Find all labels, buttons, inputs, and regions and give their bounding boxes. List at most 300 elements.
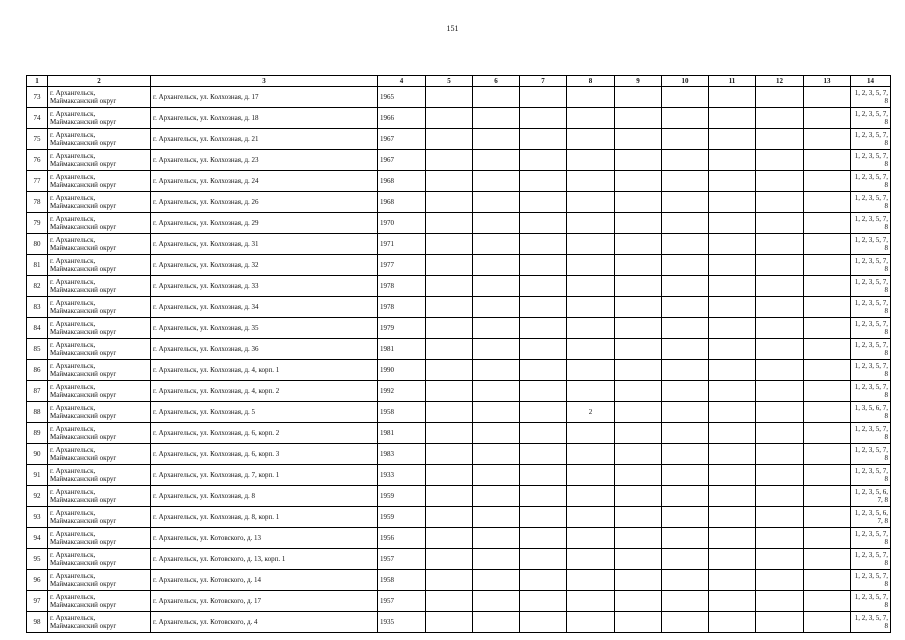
year-cell: 1966 [378,108,426,129]
address-cell: г. Архангельск, ул. Котовского, д. 13 [151,528,378,549]
table-row [27,318,891,339]
col-13-cell [804,192,851,213]
row-number-cell: 97 [27,591,48,612]
row-number-cell: 84 [27,318,48,339]
col-8-cell: 2 [567,402,615,423]
codes-cell: 1, 2, 3, 5, 7, 8 [851,360,891,381]
col-7-cell [520,297,567,318]
column-header-4: 4 [378,76,426,87]
codes-cell: 1, 2, 3, 5, 7, 8 [851,339,891,360]
col-8-cell [567,444,615,465]
address-cell: г. Архангельск, ул. Колхозная, д. 8, корп. 1 [151,507,378,528]
codes-cell: 1, 2, 3, 5, 7, 8 [851,549,891,570]
col-6-cell [473,171,520,192]
col-6-cell [473,297,520,318]
col-11-cell [709,549,756,570]
col-13-cell [804,465,851,486]
table-row [27,465,891,486]
address-cell: г. Архангельск, ул. Колхозная, д. 29 [151,213,378,234]
col-12-cell [756,297,804,318]
col-13-cell [804,507,851,528]
col-6-cell [473,318,520,339]
row-number-cell: 75 [27,129,48,150]
col-7-cell [520,528,567,549]
year-cell: 1957 [378,549,426,570]
col-12-cell [756,171,804,192]
col-7-cell [520,255,567,276]
codes-cell: 1, 3, 5, 6, 7, 8 [851,402,891,423]
district-cell: г. Архангельск, Маймаксанский округ [48,87,151,108]
table-row [27,423,891,444]
codes-cell: 1, 2, 3, 5, 7, 8 [851,213,891,234]
table-row [27,255,891,276]
column-header-13: 13 [804,76,851,87]
col-7-cell [520,234,567,255]
row-number-cell: 81 [27,255,48,276]
row-number-cell: 80 [27,234,48,255]
address-cell: г. Архангельск, ул. Колхозная, д. 26 [151,192,378,213]
col-11-cell [709,360,756,381]
year-cell: 1956 [378,528,426,549]
col-12-cell [756,234,804,255]
col-8-cell [567,570,615,591]
col-11-cell [709,381,756,402]
col-11-cell [709,276,756,297]
col-10-cell [662,570,709,591]
col-9-cell [615,381,662,402]
column-header-5: 5 [426,76,473,87]
col-12-cell [756,360,804,381]
col-6-cell [473,213,520,234]
col-6-cell [473,87,520,108]
row-number-cell: 87 [27,381,48,402]
col-10-cell [662,465,709,486]
row-number-cell: 94 [27,528,48,549]
district-cell: г. Архангельск, Маймаксанский округ [48,402,151,423]
col-9-cell [615,108,662,129]
address-cell: г. Архангельск, ул. Колхозная, д. 4, корп. 1 [151,360,378,381]
col-8-cell [567,465,615,486]
address-cell: г. Архангельск, ул. Колхозная, д. 32 [151,255,378,276]
district-cell: г. Архангельск, Маймаксанский округ [48,381,151,402]
col-13-cell [804,528,851,549]
col-11-cell [709,318,756,339]
col-11-cell [709,87,756,108]
codes-cell: 1, 2, 3, 5, 6, 7, 8 [851,507,891,528]
col-6-cell [473,129,520,150]
codes-cell: 1, 2, 3, 5, 7, 8 [851,528,891,549]
col-7-cell [520,612,567,633]
row-number-cell: 82 [27,276,48,297]
codes-cell: 1, 2, 3, 5, 7, 8 [851,570,891,591]
col-10-cell [662,276,709,297]
col-11-cell [709,234,756,255]
district-cell: г. Архангельск, Маймаксанский округ [48,213,151,234]
col-13-cell [804,87,851,108]
col-9-cell [615,444,662,465]
col-10-cell [662,402,709,423]
col-8-cell [567,486,615,507]
table-row [27,360,891,381]
col-9-cell [615,276,662,297]
codes-cell: 1, 2, 3, 5, 7, 8 [851,129,891,150]
col-10-cell [662,150,709,171]
year-cell: 1971 [378,234,426,255]
col-10-cell [662,507,709,528]
district-cell: г. Архангельск, Маймаксанский округ [48,423,151,444]
row-number-cell: 89 [27,423,48,444]
col-11-cell [709,402,756,423]
table-row [27,171,891,192]
col-12-cell [756,612,804,633]
codes-cell: 1, 2, 3, 5, 7, 8 [851,108,891,129]
housing-table [26,75,891,633]
col-7-cell [520,570,567,591]
col-11-cell [709,108,756,129]
col-12-cell [756,381,804,402]
col-9-cell [615,339,662,360]
district-cell: г. Архангельск, Маймаксанский округ [48,528,151,549]
col-11-cell [709,486,756,507]
year-cell: 1959 [378,507,426,528]
col-9-cell [615,402,662,423]
district-cell: г. Архангельск, Маймаксанский округ [48,549,151,570]
col-6-cell [473,465,520,486]
col-10-cell [662,486,709,507]
col-12-cell [756,402,804,423]
col-9-cell [615,360,662,381]
col-13-cell [804,276,851,297]
row-number-cell: 91 [27,465,48,486]
col-8-cell [567,108,615,129]
col-11-cell [709,297,756,318]
address-cell: г. Архангельск, ул. Колхозная, д. 5 [151,402,378,423]
table-row [27,87,891,108]
col-7-cell [520,423,567,444]
codes-cell: 1, 2, 3, 5, 7, 8 [851,276,891,297]
col-6-cell [473,255,520,276]
col-5-cell [426,528,473,549]
codes-cell: 1, 2, 3, 5, 7, 8 [851,150,891,171]
row-number-cell: 79 [27,213,48,234]
col-12-cell [756,87,804,108]
col-10-cell [662,192,709,213]
col-7-cell [520,360,567,381]
table-row [27,297,891,318]
col-5-cell [426,507,473,528]
address-cell: г. Архангельск, ул. Колхозная, д. 6, корп. 3 [151,444,378,465]
col-7-cell [520,465,567,486]
col-9-cell [615,318,662,339]
col-9-cell [615,465,662,486]
table-row [27,192,891,213]
district-cell: г. Архангельск, Маймаксанский округ [48,255,151,276]
col-6-cell [473,570,520,591]
col-11-cell [709,192,756,213]
col-13-cell [804,297,851,318]
district-cell: г. Архангельск, Маймаксанский округ [48,297,151,318]
col-11-cell [709,507,756,528]
address-cell: г. Архангельск, ул. Колхозная, д. 24 [151,171,378,192]
district-cell: г. Архангельск, Маймаксанский округ [48,192,151,213]
col-8-cell [567,276,615,297]
col-12-cell [756,339,804,360]
col-6-cell [473,591,520,612]
year-cell: 1970 [378,213,426,234]
col-11-cell [709,213,756,234]
table-row [27,444,891,465]
col-11-cell [709,444,756,465]
col-11-cell [709,150,756,171]
address-cell: г. Архангельск, ул. Котовского, д. 17 [151,591,378,612]
col-11-cell [709,423,756,444]
codes-cell: 1, 2, 3, 5, 7, 8 [851,423,891,444]
address-cell: г. Архангельск, ул. Колхозная, д. 23 [151,150,378,171]
year-cell: 1978 [378,276,426,297]
col-9-cell [615,213,662,234]
col-10-cell [662,381,709,402]
col-13-cell [804,381,851,402]
col-6-cell [473,549,520,570]
col-7-cell [520,402,567,423]
col-11-cell [709,339,756,360]
col-13-cell [804,444,851,465]
col-5-cell [426,444,473,465]
year-cell: 1992 [378,381,426,402]
col-11-cell [709,570,756,591]
col-7-cell [520,129,567,150]
table-row [27,276,891,297]
col-13-cell [804,486,851,507]
year-cell: 1965 [378,87,426,108]
year-cell: 1983 [378,444,426,465]
col-10-cell [662,129,709,150]
district-cell: г. Архангельск, Маймаксанский округ [48,465,151,486]
col-8-cell [567,87,615,108]
codes-cell: 1, 2, 3, 5, 7, 8 [851,612,891,633]
col-5-cell [426,150,473,171]
district-cell: г. Архангельск, Маймаксанский округ [48,591,151,612]
col-10-cell [662,444,709,465]
col-5-cell [426,360,473,381]
column-header-1: 1 [27,76,48,87]
col-13-cell [804,339,851,360]
col-7-cell [520,486,567,507]
col-5-cell [426,129,473,150]
col-13-cell [804,213,851,234]
col-6-cell [473,507,520,528]
col-9-cell [615,612,662,633]
col-5-cell [426,549,473,570]
col-12-cell [756,444,804,465]
district-cell: г. Архангельск, Маймаксанский округ [48,129,151,150]
year-cell: 1958 [378,402,426,423]
col-5-cell [426,276,473,297]
col-9-cell [615,192,662,213]
year-cell: 1981 [378,423,426,444]
district-cell: г. Архангельск, Маймаксанский округ [48,360,151,381]
col-5-cell [426,108,473,129]
codes-cell: 1, 2, 3, 5, 7, 8 [851,171,891,192]
col-8-cell [567,318,615,339]
col-12-cell [756,213,804,234]
col-7-cell [520,108,567,129]
row-number-cell: 73 [27,87,48,108]
col-10-cell [662,108,709,129]
col-8-cell [567,528,615,549]
codes-cell: 1, 2, 3, 5, 7, 8 [851,591,891,612]
col-6-cell [473,192,520,213]
col-9-cell [615,234,662,255]
table-row [27,339,891,360]
district-cell: г. Архангельск, Маймаксанский округ [48,612,151,633]
codes-cell: 1, 2, 3, 5, 6, 7, 8 [851,486,891,507]
row-number-cell: 76 [27,150,48,171]
column-header-3: 3 [151,76,378,87]
year-cell: 1981 [378,339,426,360]
col-6-cell [473,108,520,129]
col-10-cell [662,360,709,381]
year-cell: 1977 [378,255,426,276]
col-13-cell [804,402,851,423]
col-6-cell [473,486,520,507]
column-header-9: 9 [615,76,662,87]
row-number-cell: 93 [27,507,48,528]
col-5-cell [426,234,473,255]
col-12-cell [756,591,804,612]
col-7-cell [520,150,567,171]
col-10-cell [662,339,709,360]
address-cell: г. Архангельск, ул. Колхозная, д. 36 [151,339,378,360]
row-number-cell: 86 [27,360,48,381]
col-5-cell [426,423,473,444]
col-5-cell [426,591,473,612]
col-11-cell [709,255,756,276]
col-13-cell [804,255,851,276]
col-6-cell [473,339,520,360]
col-12-cell [756,150,804,171]
col-9-cell [615,591,662,612]
district-cell: г. Архангельск, Маймаксанский округ [48,318,151,339]
col-6-cell [473,444,520,465]
col-8-cell [567,549,615,570]
col-5-cell [426,486,473,507]
year-cell: 1968 [378,192,426,213]
col-13-cell [804,570,851,591]
col-5-cell [426,192,473,213]
col-7-cell [520,213,567,234]
col-12-cell [756,549,804,570]
address-cell: г. Архангельск, ул. Котовского, д. 4 [151,612,378,633]
col-11-cell [709,528,756,549]
col-9-cell [615,297,662,318]
col-10-cell [662,255,709,276]
col-8-cell [567,150,615,171]
col-13-cell [804,234,851,255]
address-cell: г. Архангельск, ул. Колхозная, д. 31 [151,234,378,255]
district-cell: г. Архангельск, Маймаксанский округ [48,234,151,255]
table-row [27,150,891,171]
year-cell: 1959 [378,486,426,507]
address-cell: г. Архангельск, ул. Колхозная, д. 7, корп. 1 [151,465,378,486]
codes-cell: 1, 2, 3, 5, 7, 8 [851,444,891,465]
page-number: 151 [446,24,459,33]
col-13-cell [804,318,851,339]
col-7-cell [520,276,567,297]
col-11-cell [709,465,756,486]
district-cell: г. Архангельск, Маймаксанский округ [48,108,151,129]
table-body [27,87,891,633]
col-8-cell [567,171,615,192]
col-7-cell [520,381,567,402]
col-13-cell [804,612,851,633]
col-10-cell [662,612,709,633]
col-12-cell [756,570,804,591]
column-header-2: 2 [48,76,151,87]
address-cell: г. Архангельск, ул. Колхозная, д. 35 [151,318,378,339]
col-11-cell [709,171,756,192]
col-9-cell [615,507,662,528]
col-7-cell [520,192,567,213]
codes-cell: 1, 2, 3, 5, 7, 8 [851,381,891,402]
col-10-cell [662,528,709,549]
col-8-cell [567,612,615,633]
row-number-cell: 95 [27,549,48,570]
col-8-cell [567,591,615,612]
table-row [27,507,891,528]
col-12-cell [756,276,804,297]
col-13-cell [804,129,851,150]
col-9-cell [615,570,662,591]
col-5-cell [426,570,473,591]
col-11-cell [709,129,756,150]
col-6-cell [473,423,520,444]
address-cell: г. Архангельск, ул. Колхозная, д. 18 [151,108,378,129]
col-11-cell [709,591,756,612]
col-9-cell [615,171,662,192]
codes-cell: 1, 2, 3, 5, 7, 8 [851,297,891,318]
col-6-cell [473,360,520,381]
col-10-cell [662,171,709,192]
column-header-12: 12 [756,76,804,87]
district-cell: г. Архангельск, Маймаксанский округ [48,507,151,528]
codes-cell: 1, 2, 3, 5, 7, 8 [851,465,891,486]
col-8-cell [567,507,615,528]
col-13-cell [804,108,851,129]
col-5-cell [426,402,473,423]
col-13-cell [804,549,851,570]
address-cell: г. Архангельск, ул. Котовского, д. 13, корп. 1 [151,549,378,570]
col-9-cell [615,528,662,549]
address-cell: г. Архангельск, ул. Котовского, д. 14 [151,570,378,591]
col-5-cell [426,87,473,108]
col-10-cell [662,234,709,255]
address-cell: г. Архангельск, ул. Колхозная, д. 17 [151,87,378,108]
col-7-cell [520,591,567,612]
year-cell: 1967 [378,150,426,171]
year-cell: 1958 [378,570,426,591]
col-10-cell [662,87,709,108]
codes-cell: 1, 2, 3, 5, 7, 8 [851,255,891,276]
col-10-cell [662,213,709,234]
column-header-10: 10 [662,76,709,87]
col-12-cell [756,108,804,129]
col-6-cell [473,276,520,297]
col-12-cell [756,486,804,507]
col-10-cell [662,591,709,612]
row-number-cell: 90 [27,444,48,465]
district-cell: г. Архангельск, Маймаксанский округ [48,444,151,465]
